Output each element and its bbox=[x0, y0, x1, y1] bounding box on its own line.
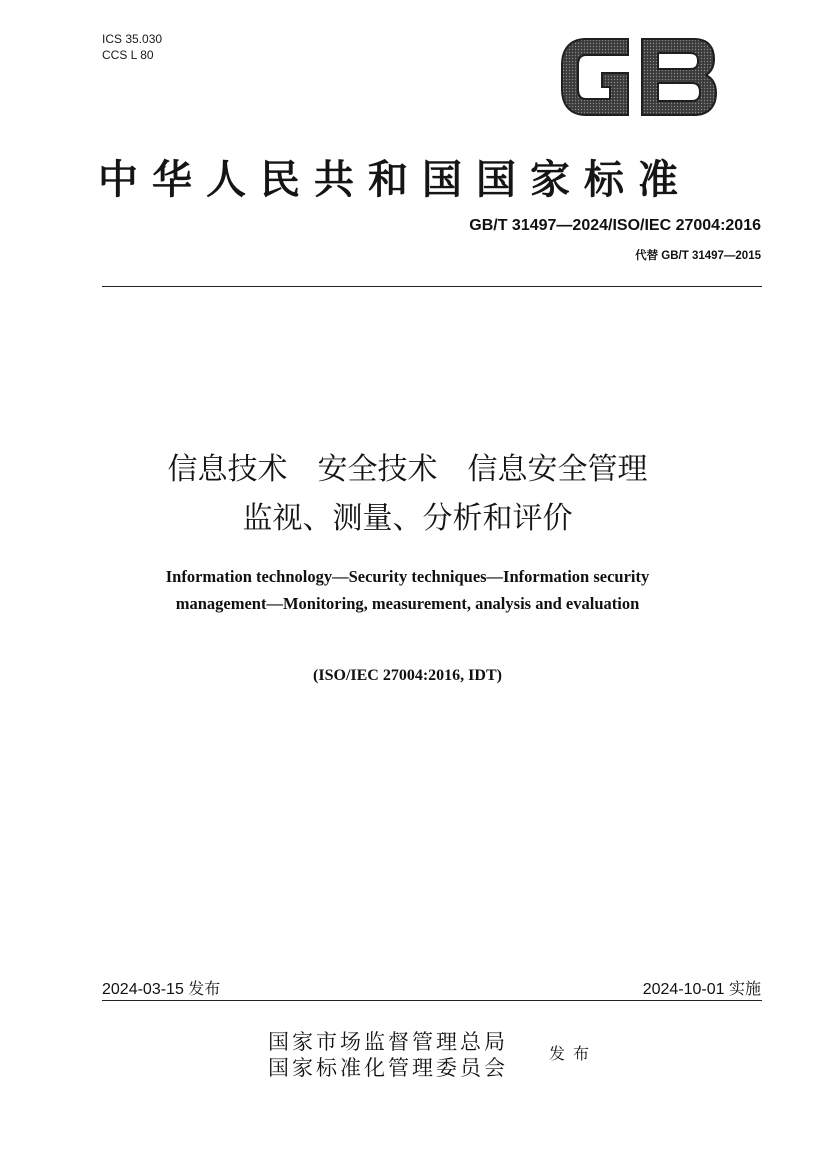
publish-label: 发布 bbox=[549, 1044, 598, 1063]
chinese-title-line-2: 监视、测量、分析和评价 bbox=[242, 501, 573, 536]
chinese-title-line-1: 信息技术 安全技术 信息安全管理 bbox=[167, 452, 648, 487]
issuer-line-1: 国家市场监督管理总局 bbox=[268, 1030, 508, 1054]
standard-number: GB/T 31497—2024/ISO/IEC 27004:2016 bbox=[469, 217, 761, 234]
replaced-standard: 代替 GB/T 31497—2015 bbox=[635, 250, 761, 262]
implementation-date: 2024-10-01 实施 bbox=[642, 981, 761, 998]
gb-logo-g-shape bbox=[562, 39, 628, 115]
english-title-line-1: Information technology—Security techniques—Information security bbox=[165, 567, 650, 586]
header-divider bbox=[102, 286, 762, 287]
ccs-code: CCS L 80 bbox=[102, 48, 154, 62]
national-standard-title: 中华人民共和国国家标准 bbox=[98, 156, 692, 203]
issue-date: 2024-03-15 发布 bbox=[102, 981, 221, 998]
gb-logo-b-shape bbox=[642, 39, 716, 115]
equivalence-statement: (ISO/IEC 27004:2016, IDT) bbox=[313, 667, 502, 684]
classification-codes bbox=[102, 31, 162, 63]
issuer-line-2: 国家标准化管理委员会 bbox=[268, 1056, 508, 1080]
english-title-line-2: management—Monitoring, measurement, analysis and evaluation bbox=[175, 594, 640, 613]
footer-divider bbox=[102, 1000, 762, 1001]
gb-logo bbox=[556, 33, 720, 121]
ics-code: ICS 35.030 bbox=[102, 32, 163, 46]
